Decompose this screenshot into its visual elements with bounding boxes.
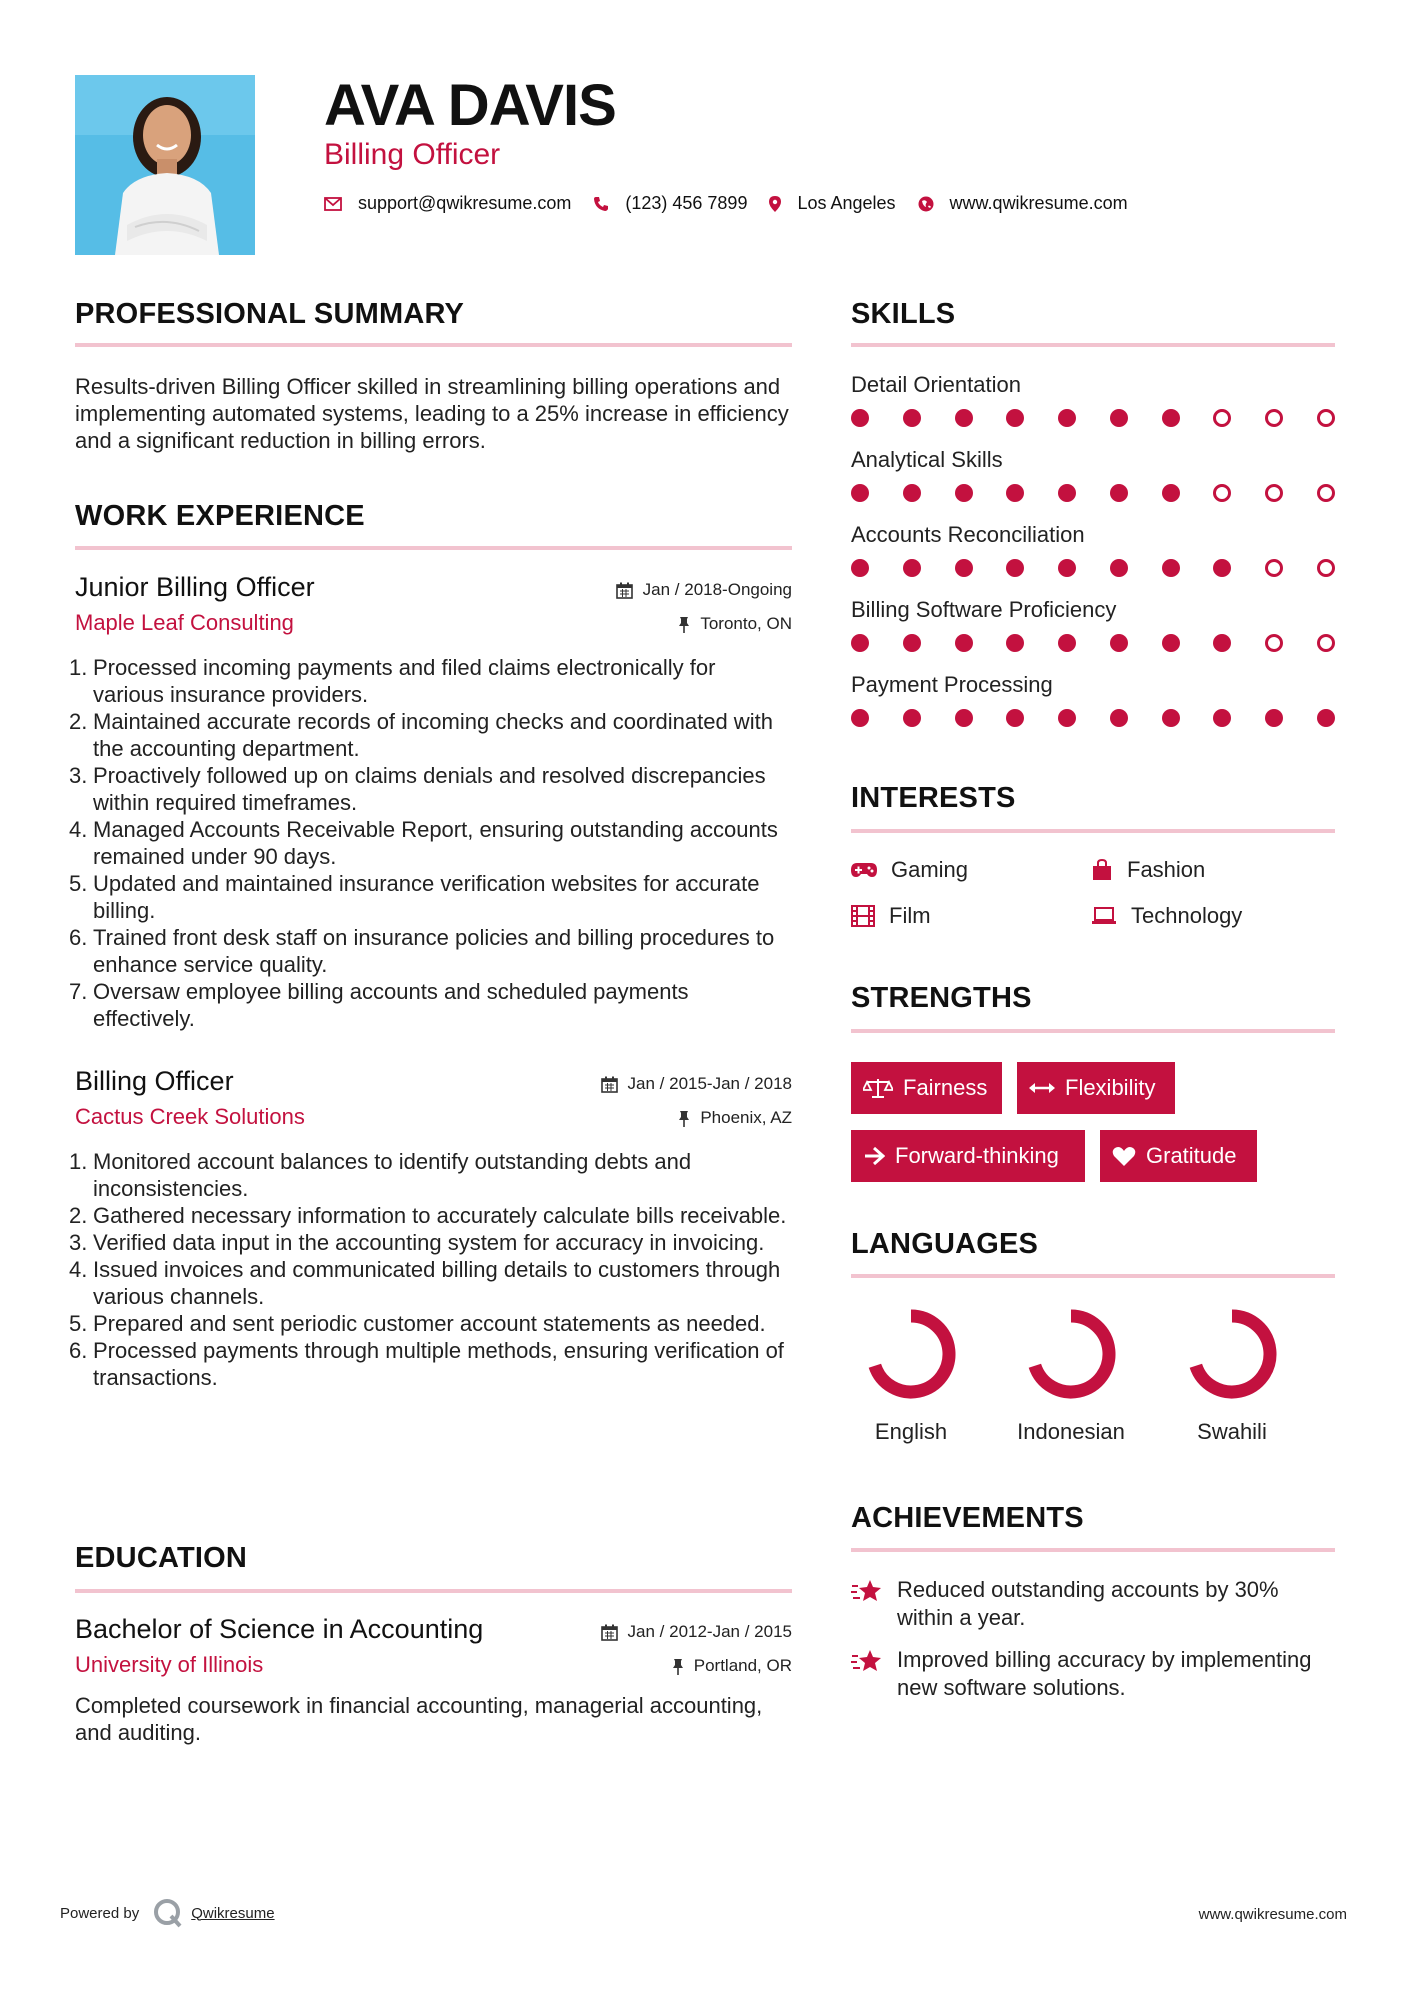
job-location [678,1108,792,1128]
job-entry-1 [69,572,792,1032]
rating-dot-empty [1317,634,1335,652]
candidate-title: Billing Officer [324,138,501,171]
summary-text: Results-driven Billing Officer skilled in streamlining billing operations and implementing automated systems, leading to a 25% increase in efficiency and a significant reduction in billing errors. [75,374,789,453]
strengths-heading: STRENGTHS [851,982,1032,1014]
rating-dot-empty [1213,484,1231,502]
skill-item [851,670,1335,745]
skills-divider [851,343,1335,347]
experience-heading: WORK EXPERIENCE [75,500,365,532]
rating-dot-filled [851,709,869,727]
skill-rating [851,625,1335,670]
achievements-list [851,1576,1335,1716]
job-role: Billing Officer [75,1066,234,1096]
candidate-name: AVA DAVIS [324,73,616,138]
list-item: 5. Updated and maintained insurance verification websites for accurate billing. [69,871,760,923]
interest-item: Film [851,902,1091,930]
language-name: Swahili [1197,1419,1267,1444]
job-date-text: Jan / 2015-Jan / 2018 [627,1074,792,1093]
rating-dot-empty [1213,409,1231,427]
rating-dot-filled [955,709,973,727]
film-icon [851,905,875,927]
language-name: English [874,1419,948,1444]
job-date-text: Jan / 2018-Ongoing [642,580,792,599]
skill-item [851,370,1335,445]
rating-dot-empty [1265,634,1283,652]
skill-rating [851,550,1335,595]
school: University of Illinois [75,1652,264,1677]
rating-dot-filled [1006,409,1024,427]
skill-name: Analytical Skills [851,447,1003,472]
strengths-divider [851,1029,1335,1033]
job-location-text: Phoenix, AZ [700,1108,792,1127]
rating-dot-empty [1265,559,1283,577]
strength-badge-forward-thinking: Forward-thinking [851,1130,1085,1182]
profile-photo [75,75,255,255]
rating-dot-filled [1110,634,1128,652]
rating-dot-filled [1213,559,1231,577]
strength-badge-fairness: Fairness [851,1062,1002,1114]
contact-row [324,193,1150,214]
rating-dot-filled [1058,409,1076,427]
rating-dot-empty [1317,559,1335,577]
experience-divider [75,546,792,550]
job-entry-2 [69,1066,792,1391]
skill-item [851,520,1335,595]
rating-dot-filled [955,409,973,427]
rating-dot-filled [1006,709,1024,727]
skill-rating [851,400,1335,445]
website-text: www.qwikresume.com [949,193,1128,213]
rating-dot-filled [1110,484,1128,502]
job-date [601,1074,792,1094]
location-text: Los Angeles [797,193,896,213]
rating-dot-filled [1006,484,1024,502]
degree: Bachelor of Science in Accounting [75,1614,484,1644]
list-item: 3. Verified data input in the accounting system for accuracy in invoicing. [69,1230,765,1255]
summary-divider [75,343,792,347]
achievements-divider [851,1548,1335,1552]
star-burst-icon [851,1578,883,1604]
interests-divider [851,829,1335,833]
phone-icon [593,196,609,212]
rating-dot-filled [1110,709,1128,727]
calendar-icon [601,1624,618,1641]
job-date [616,580,792,600]
rating-dot-filled [903,484,921,502]
job-location-text: Toronto, ON [700,614,792,633]
rating-dot-empty [1265,409,1283,427]
language-name: Indonesian [1017,1419,1125,1444]
footer-powered-by [60,1898,275,1928]
strength-badge-gratitude: Gratitude [1100,1130,1257,1182]
list-item: 6. Trained front desk staff on insurance policies and billing procedures to enhance service quality. [69,925,775,977]
rating-dot-filled [1213,709,1231,727]
rating-dot-filled [1162,559,1180,577]
rating-dot-filled [1162,709,1180,727]
skill-item [851,445,1335,520]
powered-by-text: Powered by [60,1904,140,1922]
interests-list [851,856,1335,930]
star-burst-icon [851,1648,883,1674]
education-divider [75,1589,792,1593]
rating-dot-filled [1162,484,1180,502]
education-location [672,1656,792,1676]
rating-dot-filled [1058,484,1076,502]
heart-icon [1112,1146,1136,1167]
calendar-icon [616,582,633,599]
list-item: 3. Proactively followed up on claims denials and resolved discrepancies within required timeframes. [69,763,766,815]
rating-dot-filled [955,484,973,502]
qwikresume-logo-icon [153,1898,183,1928]
rating-dot-filled [1162,409,1180,427]
skill-name: Billing Software Proficiency [851,597,1117,622]
job-company: Maple Leaf Consulting [75,610,294,635]
education-location-text: Portland, OR [693,1656,792,1675]
list-item: 7. Oversaw employee billing accounts and scheduled payments effectively. [69,979,689,1031]
job-bullets [69,654,792,1032]
rating-dot-empty [1265,484,1283,502]
interest-item: Technology [1091,902,1331,930]
job-location [678,614,792,634]
rating-dot-filled [1265,709,1283,727]
language-ring [1006,1304,1136,1404]
rating-dot-filled [903,709,921,727]
language-item [846,1304,976,1445]
rating-dot-filled [1058,634,1076,652]
list-item: 1. Monitored account balances to identify outstanding debts and inconsistencies. [69,1149,692,1201]
contact-phone[interactable] [593,193,747,214]
arrow-right-icon [863,1146,885,1166]
envelope-icon [324,197,342,211]
interest-item: Gaming [851,856,1091,884]
interests-heading: INTERESTS [851,782,1016,814]
rating-dot-empty [1317,409,1335,427]
education-description: Completed coursework in financial accounting, managerial accounting, and auditing. [75,1693,763,1745]
summary-heading: PROFESSIONAL SUMMARY [75,298,465,330]
skill-name: Accounts Reconciliation [851,522,1085,547]
gamepad-icon [851,862,877,878]
rating-dot-filled [1317,709,1335,727]
rating-dot-filled [1006,634,1024,652]
languages-heading: LANGUAGES [851,1228,1039,1260]
pushpin-icon [672,1658,684,1675]
contact-location [769,193,895,214]
email-text: support@qwikresume.com [358,193,572,213]
skill-name: Payment Processing [851,672,1053,697]
interest-item: Fashion [1091,856,1331,884]
language-ring [1167,1304,1297,1404]
contact-website[interactable] [918,193,1128,214]
rating-dot-filled [1110,559,1128,577]
strength-badge-flexibility: Flexibility [1017,1062,1175,1114]
rating-dot-filled [1006,559,1024,577]
education-date-text: Jan / 2012-Jan / 2015 [627,1622,792,1641]
skill-rating [851,700,1335,745]
rating-dot-filled [903,559,921,577]
list-item: 1. Processed incoming payments and filed claims electronically for various insurance providers. [69,655,716,707]
rating-dot-empty [1317,484,1335,502]
pushpin-icon [678,616,690,633]
list-item: 2. Maintained accurate records of incoming checks and coordinated with the accounting department. [69,709,773,761]
rating-dot-filled [955,559,973,577]
rating-dot-filled [1110,409,1128,427]
rating-dot-filled [955,634,973,652]
achievement-item: Improved billing accuracy by implementing new software solutions. [851,1646,1335,1702]
list-item: 2. Gathered necessary information to accurately calculate bills receivable. [69,1203,787,1228]
globe-icon [918,196,934,212]
rating-dot-filled [1058,709,1076,727]
job-role: Junior Billing Officer [75,572,315,602]
rating-dot-filled [851,409,869,427]
rating-dot-filled [851,484,869,502]
calendar-icon [601,1076,618,1093]
achievements-heading: ACHIEVEMENTS [851,1502,1084,1534]
rating-dot-filled [903,409,921,427]
rating-dot-filled [851,634,869,652]
arrows-horizontal-icon [1029,1081,1055,1095]
brand-link[interactable]: Qwikresume [191,1904,275,1922]
list-item: 5. Prepared and sent periodic customer account statements as needed. [69,1311,766,1336]
rating-dot-filled [851,559,869,577]
achievement-item: Reduced outstanding accounts by 30% within a year. [851,1576,1335,1632]
contact-email[interactable] [324,193,571,214]
skills-heading: SKILLS [851,298,956,330]
list-item: 6. Processed payments through multiple methods, ensuring verification of transactions. [69,1338,784,1390]
shopping-bag-icon [1091,859,1113,881]
pushpin-icon [678,1110,690,1127]
rating-dot-filled [903,634,921,652]
rating-dot-filled [1058,559,1076,577]
education-heading: EDUCATION [75,1542,248,1574]
rating-dot-filled [1162,634,1180,652]
skill-name: Detail Orientation [851,372,1021,397]
balance-scale-icon [863,1077,893,1099]
job-bullets [69,1148,792,1391]
map-pin-icon [769,196,781,212]
list-item: 4. Issued invoices and communicated billing details to customers through various channels. [69,1257,781,1309]
language-item [1006,1304,1136,1445]
language-level-arc [875,1316,949,1392]
skills-list [851,370,1335,745]
skill-item [851,595,1335,670]
phone-text: (123) 456 7899 [625,193,748,213]
language-level-arc [1035,1316,1109,1392]
languages-divider [851,1274,1335,1278]
language-ring [846,1304,976,1404]
language-level-arc [1196,1316,1270,1392]
laptop-icon [1091,907,1117,925]
skill-rating [851,475,1335,520]
education-date [601,1622,792,1642]
education-entry [75,1614,792,1746]
list-item: 4. Managed Accounts Receivable Report, ensuring outstanding accounts remained under 90 days. [69,817,778,869]
rating-dot-filled [1213,634,1231,652]
job-company: Cactus Creek Solutions [75,1104,305,1129]
language-item [1167,1304,1297,1445]
footer-website[interactable]: www.qwikresume.com [1198,1906,1347,1923]
